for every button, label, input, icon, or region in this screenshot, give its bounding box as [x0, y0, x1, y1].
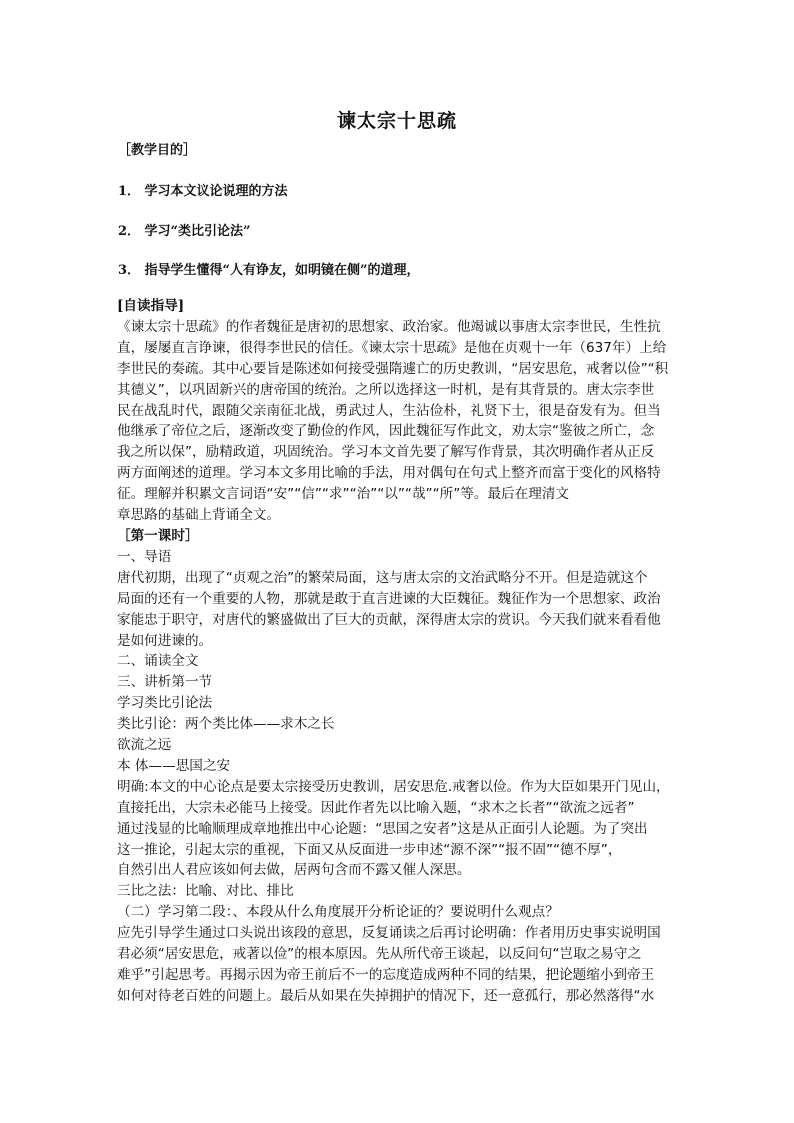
objectives-heading: ［教学目的］ [118, 143, 197, 158]
lesson-line: 这一推论，引起太宗的重视，下面又从反面进一步申述“源不深”“报不固”“德不厚”， [117, 841, 622, 858]
lesson1-heading: ［第一课时］ [117, 527, 199, 544]
lesson-line: 本 体——思国之安 [117, 757, 231, 774]
guide-line: 民在战乱时代，跟随父亲南征北战，勇武过人，生沾俭朴，礼贤下士，很是奋发有为。但当 [117, 402, 661, 419]
lesson-line: 三比之法：比喻、对比、排比 [117, 883, 294, 900]
guide-line: 他继承了帝位之后，逐渐改变了勤俭的作风，因此魏征写作此文，劝太宗“鉴彼之所亡，念 [117, 423, 655, 440]
lesson-line: 明确:本文的中心论点是要太宗接受历史教训，居安思危.戒奢以俭。作为大臣如果开门见山， [117, 778, 670, 795]
lesson-line: 局面的还有一个重要的人物，那就是敢于直言进谏的大臣魏征。魏征作为一个思想家、政治 [117, 590, 661, 607]
guide-line: 章思路的基础上背诵全文。 [117, 507, 281, 524]
lesson-line: 是如何进谏的。 [117, 632, 213, 649]
objective-number: 1． [118, 184, 141, 199]
objective-item-2 [118, 220, 251, 239]
guide-heading: [自读指导] [117, 298, 185, 314]
guide-line: 我之所以保”，励精政道，巩固统治。学习本文首先要了解写作背景，其次明确作者从正反 [117, 444, 655, 461]
lesson-line: 君必须“居安思危，戒著以俭”的根本原因。先从所代帝王谈起，以反问句“岂取之易守之 [117, 946, 642, 963]
guide-line: 两方面阐述的道理。学习本文多用比喻的手法，用对偶句在句式上整齐而富于变化的风格特 [117, 465, 661, 482]
lesson-line: 学习类比引论法 [117, 695, 213, 712]
lesson-line: 二、诵读全文 [117, 653, 199, 670]
lesson-line: 欲流之远 [117, 737, 172, 754]
lesson-line: 如何对待老百姓的问题上。最后从如果在失掉拥护的情况下，还一意孤行，那必然落得“水 [117, 987, 655, 1004]
lesson-line: 三、讲析第一节 [117, 674, 213, 691]
guide-line: 直，屡屡直言诤谏，很得李世民的信任。《谏太宗十思疏》是他在贞观十一年（637年）上给 [117, 339, 667, 356]
objective-text: 学习本文议论说理的方法 [144, 184, 288, 199]
objective-text: 学习“类比引论法” [144, 224, 251, 239]
lesson-line: （二）学习第二段：、本段从什么角度展开分析论证的？要说明什么观点？ [117, 904, 559, 921]
guide-line: 征。理解并积累文言词语“安”“信”“求”“治”“以”“哉”“所”等。最后在理清文 [117, 486, 570, 503]
guide-section [117, 296, 681, 1007]
objective-item-3 [118, 259, 420, 278]
objective-item-1 [118, 180, 288, 199]
lesson-line: 难乎”引起思考。再揭示因为帝王前后不一的忘度造成两种不同的结果，把论题缩小到帝王 [117, 967, 655, 983]
guide-line: 李世民的奏疏。其中心要旨是陈述如何接受强隋遽亡的历史教训，“居安思危，戒奢以俭”“积 [117, 360, 669, 377]
lesson-line: 自然引出人君应该如何去做，居两句含而不露又催人深思。 [117, 862, 471, 879]
lesson-line: 家能忠于职守，对唐代的繁盛做出了巨大的贡献，深得唐太宗的赏识。今天我们就来看看他 [117, 611, 661, 628]
lesson-line: 通过浅显的比喻顺理成章地推出中心论题：“思国之安者”这是从正面引人论题。为了突出 [117, 820, 648, 837]
lesson-line: 应先引导学生通过口头说出该段的意思，反复诵读之后再讨论明确：作者用历史事实说明国 [117, 925, 661, 942]
lesson-line: 直接托出，大宗未必能马上接受。因此作者先以比喻入题，“求木之长者”“欲流之远者” [117, 799, 635, 816]
objective-text: 指导学生懂得“人有诤友，如明镜在侧”的道理， [144, 263, 420, 278]
document-title: 谏太宗十思疏 [336, 110, 457, 132]
guide-line: 其德义”，以巩固新兴的唐帝国的统治。之所以选择这一时机，是有其背景的。唐太宗李世 [117, 381, 655, 398]
guide-line: 《谏太宗十思疏》的作者魏征是唐初的思想家、政治家。他竭诚以事唐太宗李世民，生性抗 [117, 318, 661, 335]
lesson-line: 唐代初期，出现了“贞观之治”的繁荣局面，这与唐太宗的文治武略分不开。但是造就这个 [117, 569, 648, 586]
lesson-line: 一、导语 [117, 548, 172, 565]
lesson-line: 类比引论：两个类比体——求木之长 [117, 716, 335, 733]
objective-number: 2． [118, 224, 141, 239]
objective-number: 3． [118, 263, 141, 278]
